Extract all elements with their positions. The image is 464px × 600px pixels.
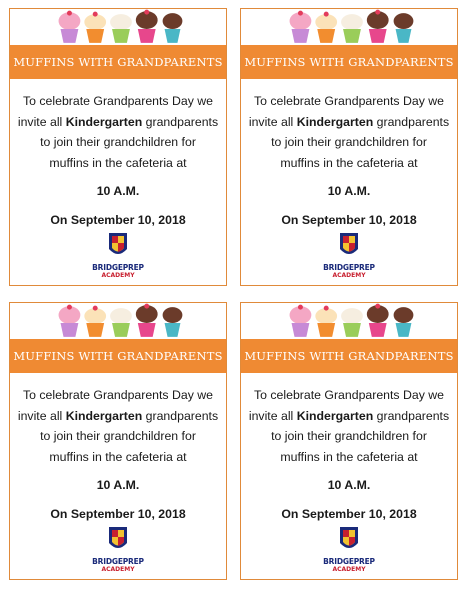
- cupcake-icon: [136, 10, 158, 43]
- text-line: to join their grandchildren for: [271, 429, 427, 443]
- invitation-card: [9, 302, 227, 580]
- event-date: On September 10, 2018: [281, 212, 417, 227]
- school-crest-icon: [83, 525, 153, 557]
- event-time: 10 A.M.: [96, 184, 140, 198]
- school-logo: [314, 231, 384, 281]
- school-logo: [83, 231, 153, 281]
- text-line: to join their grandchildren for: [40, 135, 196, 149]
- school-logo: [83, 525, 153, 575]
- school-crest-icon: [83, 231, 153, 263]
- school-crest-icon: [314, 231, 384, 263]
- event-date: On September 10, 2018: [281, 506, 417, 521]
- text-line: To celebrate Grandparents Day we: [253, 388, 445, 402]
- cupcake-icon: [394, 307, 414, 337]
- text-line: to join their grandchildren for: [271, 135, 427, 149]
- cupcake-icon: [290, 11, 312, 43]
- cupcake-icon: [315, 12, 337, 43]
- text-line: invite all Kindergarten grandparents: [17, 114, 219, 129]
- text-line: to join their grandchildren for: [40, 429, 196, 443]
- invitation-text: [241, 373, 457, 524]
- cupcake-icon: [84, 306, 106, 337]
- text-line: To celebrate Grandparents Day we: [22, 388, 214, 402]
- school-crest-icon: [314, 525, 384, 557]
- cupcake-icon: [84, 12, 106, 43]
- cupcake-icon: [341, 14, 363, 43]
- text-line: muffins in the cafeteria at: [280, 449, 418, 464]
- text-line: muffins in the cafeteria at: [49, 155, 187, 170]
- cupcake-icon: [367, 304, 389, 337]
- logo-sub: ACADEMY: [332, 566, 366, 573]
- invitation-card: [9, 8, 227, 286]
- invitation-card: [240, 8, 458, 286]
- text-line: invite all Kindergarten grandparents: [248, 114, 450, 129]
- logo-sub: ACADEMY: [332, 272, 366, 279]
- event-time: 10 A.M.: [96, 478, 140, 492]
- event-time: 10 A.M.: [327, 184, 371, 198]
- cupcake-row-icon: [10, 303, 226, 339]
- cupcake-icon: [110, 14, 132, 43]
- school-logo: [314, 525, 384, 575]
- event-date: On September 10, 2018: [50, 506, 186, 521]
- card-banner: MUFFINS WITH GRANDPARENTS: [10, 45, 226, 79]
- invitation-text: [10, 373, 226, 524]
- logo-sub: ACADEMY: [101, 566, 135, 573]
- text-line: To celebrate Grandparents Day we: [22, 94, 214, 108]
- logo-sub: ACADEMY: [101, 272, 135, 279]
- cupcake-icon: [59, 305, 81, 337]
- event-time: 10 A.M.: [327, 478, 371, 492]
- invitation-card: [240, 302, 458, 580]
- card-banner: MUFFINS WITH GRANDPARENTS: [241, 45, 457, 79]
- cupcake-icon: [394, 13, 414, 43]
- logo-name: BRIDGEPREP: [92, 557, 144, 566]
- cupcake-row-icon: [241, 9, 457, 45]
- cupcake-row-icon: [10, 9, 226, 45]
- cupcake-icon: [136, 304, 158, 337]
- text-line: invite all Kindergarten grandparents: [17, 408, 219, 423]
- cupcake-icon: [163, 307, 183, 337]
- cupcake-icon: [315, 306, 337, 337]
- text-line: muffins in the cafeteria at: [280, 155, 418, 170]
- logo-name: BRIDGEPREP: [323, 557, 375, 566]
- cupcake-icon: [290, 305, 312, 337]
- cupcake-row-icon: [241, 303, 457, 339]
- cupcake-icon: [367, 10, 389, 43]
- card-banner: MUFFINS WITH GRANDPARENTS: [10, 339, 226, 373]
- cupcake-icon: [341, 308, 363, 337]
- event-date: On September 10, 2018: [50, 212, 186, 227]
- invitation-text: [10, 79, 226, 230]
- text-line: invite all Kindergarten grandparents: [248, 408, 450, 423]
- logo-name: BRIDGEPREP: [323, 263, 375, 272]
- text-line: To celebrate Grandparents Day we: [253, 94, 445, 108]
- logo-name: BRIDGEPREP: [92, 263, 144, 272]
- cupcake-icon: [163, 13, 183, 43]
- text-line: muffins in the cafeteria at: [49, 449, 187, 464]
- card-banner: MUFFINS WITH GRANDPARENTS: [241, 339, 457, 373]
- cupcake-icon: [110, 308, 132, 337]
- cupcake-icon: [59, 11, 81, 43]
- invitation-text: [241, 79, 457, 230]
